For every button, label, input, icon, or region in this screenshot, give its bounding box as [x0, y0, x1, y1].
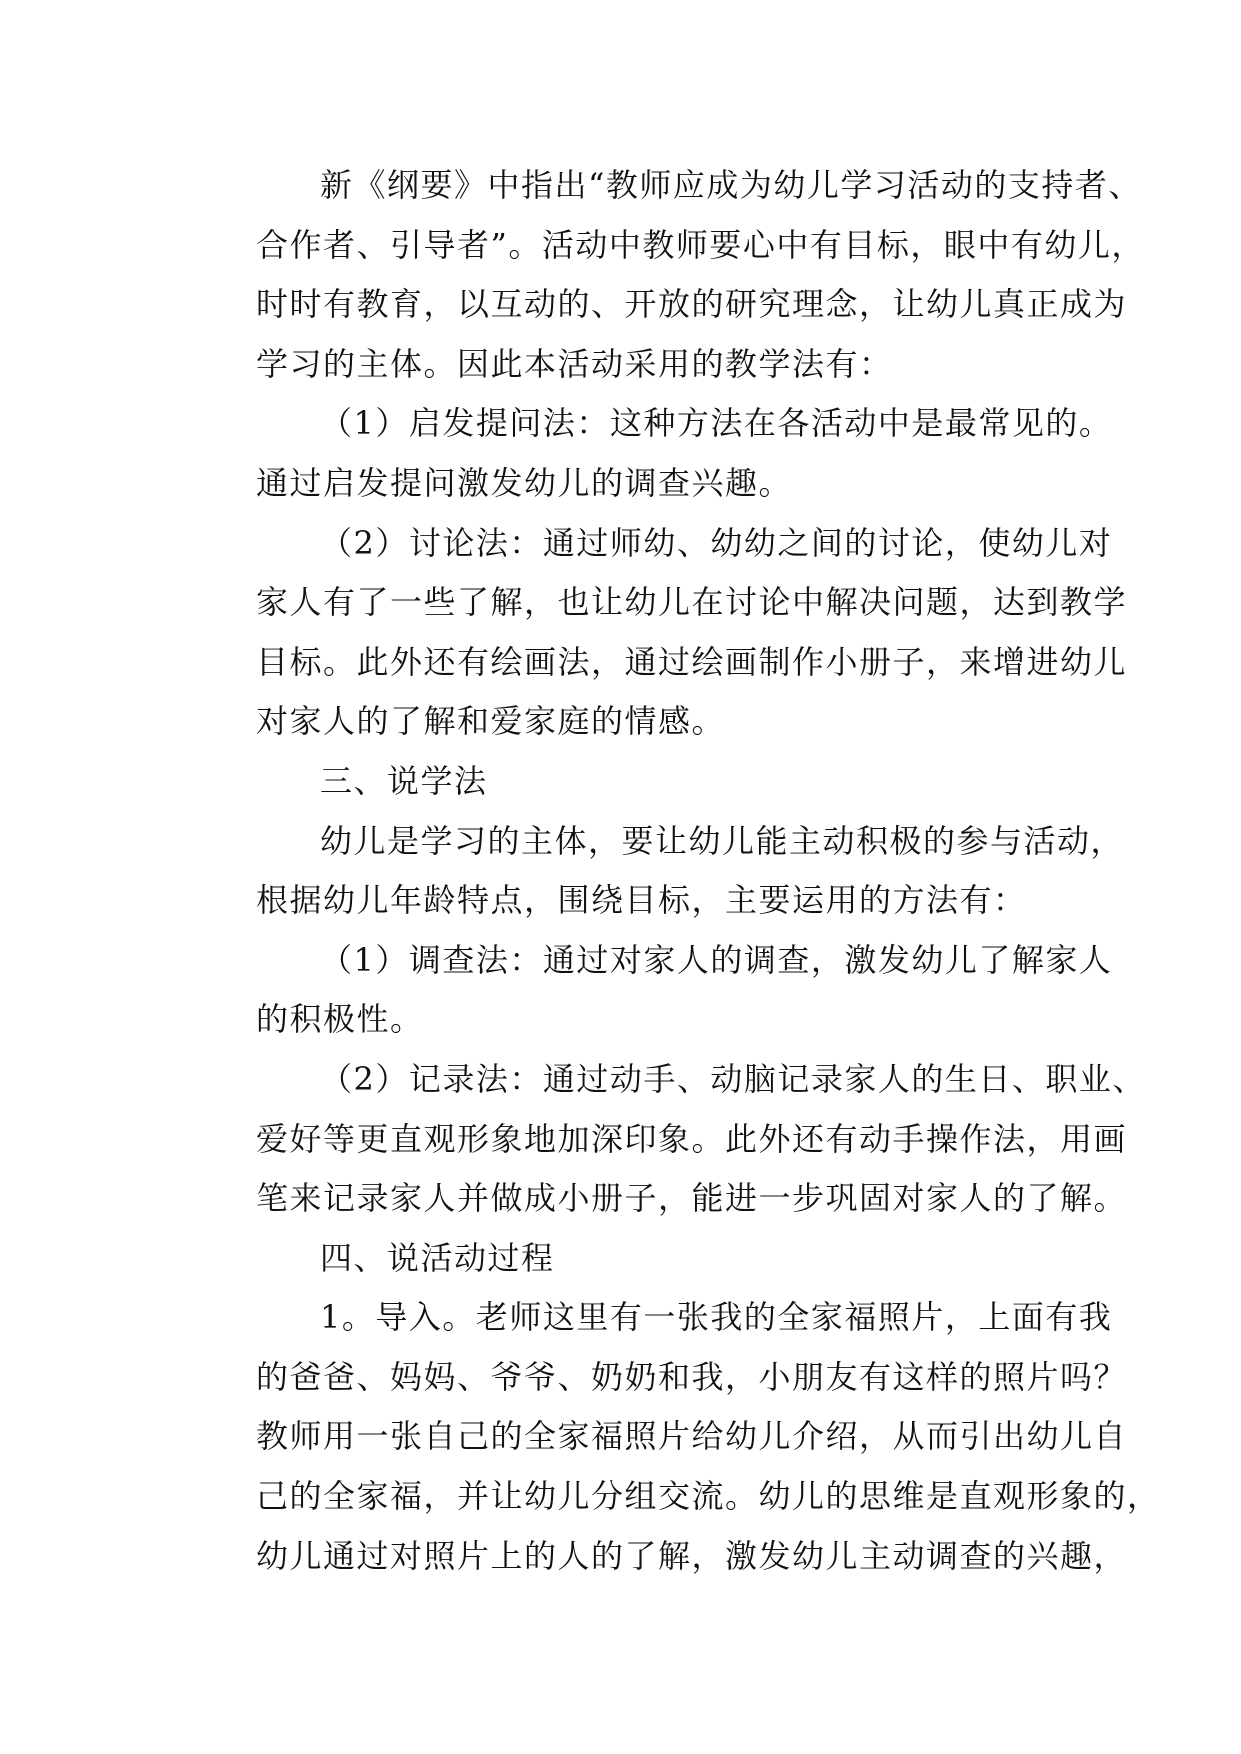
text-line: 学习的主体。因此本活动采用的教学法有： — [256, 344, 893, 383]
text-line: 合作者、引导者”。活动中教师要心中有目标，眼中有幼儿， — [256, 225, 1145, 264]
section-heading-learning-methods — [192, 752, 1052, 812]
text-line: 爱好等更直观形象地加深印象。此外还有动手操作法，用画 — [256, 1119, 1128, 1158]
text-line: （1）启发提问法：这种方法在各活动中是最常见的。 — [320, 404, 1113, 443]
text-line: 根据幼儿年龄特点，围绕目标，主要运用的方法有： — [256, 881, 1027, 920]
text-line: 的爸爸、妈妈、爷爷、奶奶和我，小朋友有这样的照片吗？ — [256, 1357, 1128, 1396]
paragraph-activity-intro — [192, 1288, 1161, 1586]
paragraph-method-survey — [192, 931, 1113, 1050]
paragraph-method-discussion — [192, 514, 1128, 752]
text-line: 对家人的了解和爱家庭的情感。 — [256, 702, 726, 741]
section-heading: 三、说学法 — [320, 761, 488, 800]
paragraph-guideline-intro — [192, 156, 1145, 394]
paragraph-learning-intro — [192, 812, 1125, 931]
text-line: 幼儿是学习的主体，要让幼儿能主动积极的参与活动， — [320, 821, 1125, 860]
document-page — [192, 156, 1161, 1586]
text-line: （2）记录法：通过动手、动脑记录家人的生日、职业、 — [320, 1059, 1146, 1098]
text-line: 时时有教育，以互动的、开放的研究理念，让幼儿真正成为 — [256, 285, 1128, 324]
text-line: 笔来记录家人并做成小册子，能进一步巩固对家人的了解。 — [256, 1179, 1128, 1218]
text-line: 通过启发提问激发幼儿的调查兴趣。 — [256, 463, 793, 502]
text-line: 目标。此外还有绘画法，通过绘画制作小册子，来增进幼儿 — [256, 642, 1128, 681]
text-line: 家人有了一些了解，也让幼儿在讨论中解决问题，达到教学 — [256, 583, 1128, 622]
text-line: 幼儿通过对照片上的人的了解，激发幼儿主动调查的兴趣， — [256, 1536, 1128, 1575]
section-heading: 四、说活动过程 — [320, 1238, 555, 1277]
text-line: 新《纲要》中指出“教师应成为幼儿学习活动的支持者、 — [320, 166, 1142, 204]
text-line: 的积极性。 — [256, 1000, 424, 1039]
text-line: （1）调查法：通过对家人的调查，激发幼儿了解家人 — [320, 940, 1113, 979]
text-line: 1。导入。老师这里有一张我的全家福照片，上面有我 — [320, 1298, 1113, 1337]
paragraph-method-questioning — [192, 394, 1113, 513]
text-line: （2）讨论法：通过师幼、幼幼之间的讨论，使幼儿对 — [320, 523, 1113, 562]
text-line: 己的全家福，并让幼儿分组交流。幼儿的思维是直观形象的， — [256, 1477, 1161, 1516]
section-heading-activity-process — [192, 1229, 1052, 1289]
text-line: 教师用一张自己的全家福照片给幼儿介绍，从而引出幼儿自 — [256, 1417, 1128, 1456]
paragraph-method-recording — [192, 1050, 1146, 1229]
